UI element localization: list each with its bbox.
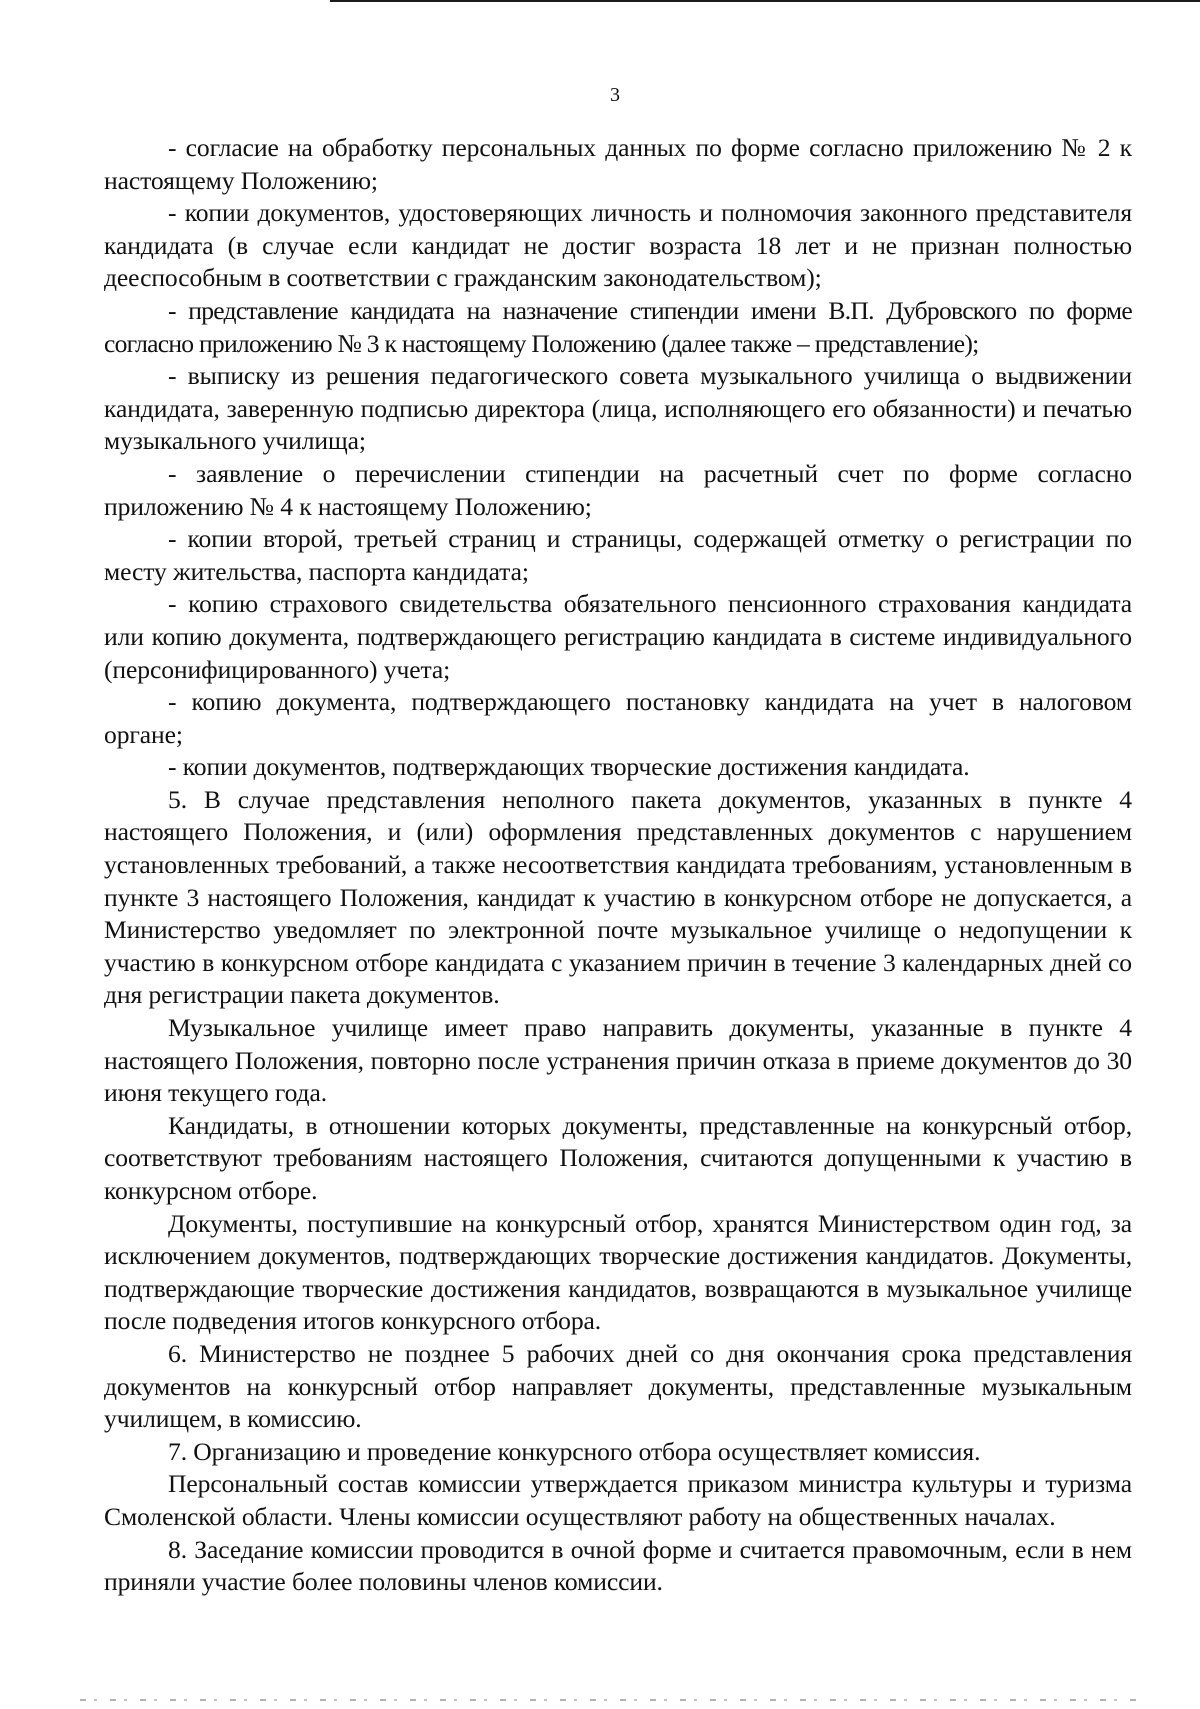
list-item-nomination: - представление кандидата на назначение стипендии имени В.П. Дубровского по форме согласно приложению № 3 к настоящему Положению (далее также – представление); xyxy=(104,295,1132,358)
list-item-passport-copies: - копии второй, третьей страниц и страницы, содержащей отметку о регистрации по месту жительства, паспорта кандидата; xyxy=(104,524,1132,586)
list-item-council-extract: - выписку из решения педагогического совета музыкального училища о выдвижении кандидата, заверенную подписью директора (лица, исполняющего его обязанности) и печатью музыкального училища; xyxy=(104,361,1132,456)
scan-artifact-line xyxy=(80,1699,1140,1701)
top-border-line xyxy=(330,0,1200,2)
clause-5: 5. В случае представления неполного пакета документов, указанных в пункте 4 настоящего Положения, и (или) оформления представленных документов с нарушением установленных требований, а также несоответствия кандидата требованиям, установленным в пункте 3 настоящего Положения, кандидат к участию в конкурсном отборе не допускается, а Министерство уведомляет по электронной почте музыкальное училище о недопущении к участию в конкурсном отборе кандидата с указанием причин в течение 3 календарных дней со дня регистрации пакета документов. xyxy=(104,784,1132,1010)
list-item-tax-registration: - копию документа, подтверждающего постановку кандидата на учет в налоговом органе; xyxy=(104,687,1132,749)
clause-6: 6. Министерство не позднее 5 рабочих дней со дня окончания срока представления документов на конкурсный отбор направляет документы, представленные музыкальным училищем, в комиссию. xyxy=(104,1338,1132,1434)
document-body xyxy=(104,132,1132,1599)
list-item-representative-documents: - копии документов, удостоверяющих личность и полномочия законного представителя кандидата (в случае если кандидат не достиг возраста 18 лет и не признан полностью дееспособным в соответствии с гражданским законодательством); xyxy=(104,198,1132,293)
clause-5-resubmission: Музыкальное училище имеет право направить документы, указанные в пункте 4 настоящего Положения, повторно после устранения причин отказа в приеме документов до 30 июня текущего года. xyxy=(104,1013,1132,1108)
list-item-creative-achievements: - копии документов, подтверждающих творческие достижения кандидата. xyxy=(168,752,970,782)
page-number: 3 xyxy=(610,84,620,106)
clause-5-storage: Документы, поступившие на конкурсный отбор, хранятся Министерством один год, за исключением документов, подтверждающих творческие достижения кандидатов. Документы, подтверждающие творческие достижения кандидатов, возвращаются в музыкальное училище после подведения итогов конкурсного отбора. xyxy=(104,1208,1132,1336)
clause-5-admitted: Кандидаты, в отношении которых документы, представленные на конкурсный отбор, соответствуют требованиям настоящего Положения, считаются допущенными к участию в конкурсном отборе. xyxy=(104,1110,1132,1205)
list-item-insurance-certificate: - копию страхового свидетельства обязательного пенсионного страхования кандидата или копию документа, подтверждающего регистрацию кандидата в системе индивидуального (персонифицированного) учета; xyxy=(104,589,1132,684)
clause-7-composition: Персональный состав комиссии утверждается приказом министра культуры и туризма Смоленской области. Члены комиссии осуществляют работу на общественных началах. xyxy=(104,1469,1132,1531)
clause-8: 8. Заседание комиссии проводится в очной форме и считается правомочным, если в нем приняли участие более половины членов комиссии. xyxy=(104,1534,1132,1597)
list-item-consent: - согласие на обработку персональных данных по форме согласно приложению № 2 к настоящему Положению; xyxy=(104,133,1132,195)
clause-7: 7. Организацию и проведение конкурсного отбора осуществляет комиссия. xyxy=(168,1436,981,1466)
list-item-transfer-application: - заявление о перечислении стипендии на расчетный счет по форме согласно приложению № 4 к настоящему Положению; xyxy=(104,458,1132,521)
